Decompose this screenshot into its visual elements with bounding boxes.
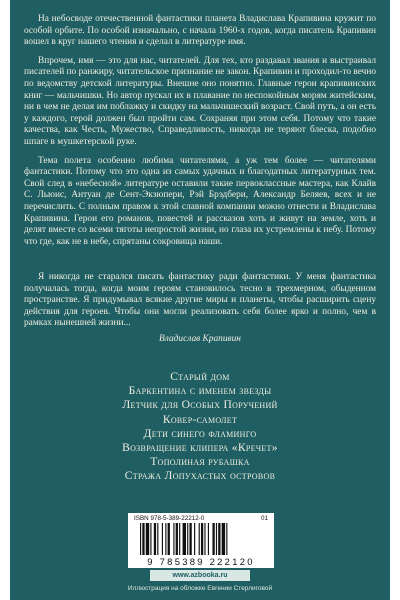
barcode-bars <box>140 523 262 555</box>
blurb-paragraph: Впрочем, имя — это для нас, читателей. Для тех, кто раздавал звания и выстраивал писателей по ранжиру, читательское признание не закон. Крапивин и проходил-то вечно по ведомству детской литературы. Внешне оно понятно. Главные герои крапивинских книг — мальчишки. Но автор пускал их в плавание по неспокойным морям житейским, ни в чем не делая им поблажку и скидку на мальчишеский возраст. Свой путь, а он есть у каждого, герой должен был пройти сам. Сохраняя при этом себя. Потому что такие качества, как Честь, Мужество, Справедливость, никогда не теряют блеска, подобно шпаге в мушкетерской руке. <box>24 55 376 147</box>
barcode-bar <box>212 523 214 555</box>
blurb-paragraph: На небосводе отечественной фантастики планета Владислава Крапивина кружит по особой орбите. По особой изначально, с начала 1960-х годов, когда писатель Крапивин вошел в круг нашего чтения и сделал в литературе имя. <box>24 14 376 48</box>
barcode-bar <box>218 523 220 555</box>
illustration-credit: Иллюстрация на обложке Евгении Стерлиговой <box>127 585 273 592</box>
contents-item: Возвращение клипера «Кречет» <box>122 441 278 455</box>
barcode-suffix: 01 <box>260 515 268 522</box>
barcode-bar <box>226 523 227 555</box>
barcode-bar <box>173 523 174 555</box>
blurb-paragraph: Тема полета особенно любима читателями, а уж тем более — читателями фантастики. Потому что это одна из самых удачных и благодатных литературных тем. Свой след в «небесной» литературе оставили такие первоклассные мастера, как Клайв С. Льюис, Антуан де Сент-Экзюпери, Рэй Брэдбери, Александр Беляев, всех и не перечислить. С полным правом к этой славной компании можно отнести и Владислава Крапивина. Герои его романов, повестей и рассказов хоть и живут на земле, хоть и делят вместе со всеми тяготы непростой жизни, но глаза их устремлены к небу. Потому что где, как не в небе, спрятаны сокровища наши. <box>24 155 376 247</box>
quote-author: Владислав Крапивин <box>159 334 241 344</box>
barcode-bar <box>179 523 180 555</box>
barcode-bar <box>189 523 191 555</box>
contents-item: Летчик для Особых Поручений <box>122 398 278 412</box>
barcode-bar <box>187 523 188 555</box>
barcode-bar <box>157 523 158 555</box>
blurb-text <box>24 14 376 255</box>
author-quote: Я никогда не старался писать фантастику ради фантастики. У меня фантастика получалась тогда, когда моим героям становилось тесно в трехмерном, обыденном пространстве. Я придумывал всякие другие миры и планеты, чтобы расширить сцену действия для героев. Чтобы они могли реализовать себя более ярко и полно, чем в рамках нынешней жизни... <box>24 272 376 329</box>
barcode-bar <box>146 523 149 555</box>
barcode-bar <box>204 523 205 555</box>
barcode-bar <box>201 523 203 555</box>
barcode-bar <box>222 523 225 555</box>
contents-item: Баркентина с именем звезды <box>128 384 272 398</box>
publisher-website: www.azbooka.ru <box>150 570 250 581</box>
barcode-bar <box>176 523 178 555</box>
contents-item: Тополиная рубашка <box>150 455 250 469</box>
barcode-bar <box>216 523 217 555</box>
contents-item: Ковер-самолет <box>162 412 238 426</box>
barcode-digits: 9 785389 222120 <box>147 556 255 567</box>
barcode-bar <box>140 523 141 555</box>
contents-item: Дети синего фламинго <box>143 426 257 440</box>
contents-item: Старый дом <box>170 370 230 383</box>
isbn-barcode <box>128 513 274 568</box>
barcode-bar <box>208 523 209 555</box>
isbn-label: ISBN 978-5-389-22212-0 <box>134 515 205 522</box>
barcode-bar <box>168 523 170 555</box>
barcode-bar <box>199 523 200 555</box>
barcode-bar <box>154 523 156 555</box>
barcode-bar <box>142 523 144 555</box>
barcode-bar <box>194 523 195 555</box>
contents-item: Стража Лопухастых островов <box>124 469 276 483</box>
back-cover <box>10 0 390 600</box>
barcode-bar <box>162 523 163 555</box>
barcode-bar <box>165 523 166 555</box>
barcode-bar <box>150 523 151 555</box>
barcode-bar <box>183 523 186 555</box>
contents-list <box>24 370 376 484</box>
